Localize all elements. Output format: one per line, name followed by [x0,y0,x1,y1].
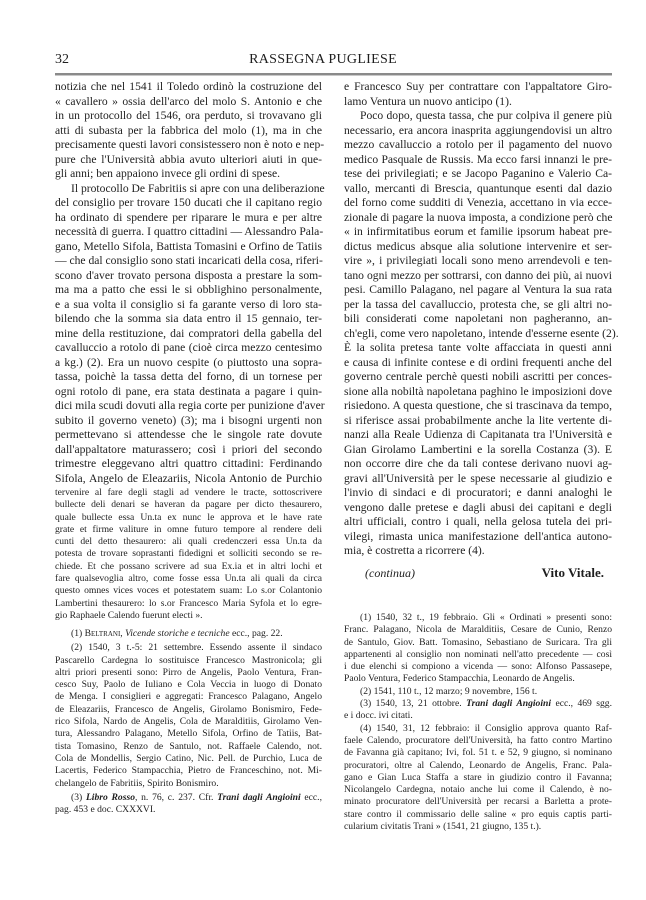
text-line: cesco Suy, Paolo de Iuliano e Cola Veccia in luogo di Donato [55,679,322,691]
emphasized-text: Beltrani [84,628,121,639]
text-line: in un protocollo del 1546, ora perduto, si trovavano gli [55,109,322,122]
text-line: faele Calendo, procuratore dell'Università, ha fatto contro Martino [344,734,612,746]
text-line: procuratori, oltre al Calendo, Leonardo de Angelis, Franc. Pala- [344,759,612,771]
text-line: questo omnes vices voces et potestatem suam: Lo s.or Colantonio [55,585,322,597]
text-line: tese dei privilegiati; e se Jacopo Paganino e Valerio Ca- [344,167,612,180]
text-segment: , [120,628,126,639]
text-line: Paolo Ventura, Federico Stampacchia, Leonardo de Angelis. [344,673,575,685]
text-line: bili considerati come napoletani non pagheranno, an- [344,312,612,325]
text-line: dictus medicus absque alia solutione intervenire et ser- [344,239,612,253]
text-segment: (1) [71,628,85,639]
text-line: gio Raphaele Calendo fuerunt electi ». [55,609,203,621]
text-line: vallo, mercanti di Brescia, quantunque esenti dal dazio [344,181,612,195]
text-line: Sifola, Angelo de Eleazariis, Nicola Antonio de Purchio [55,471,322,485]
text-line: de Menga. I consiglieri e aggregati: Francesco Palagano, Angelo [55,691,322,703]
text-line: de Eleazariis, Francesco de Angelis, Girolamo Bonismiro, Fede- [55,703,322,715]
text-line: a kg.) (2). Era un nuovo cespite (o piuttosto una sopra- [55,355,322,369]
text-line: governo centrale perchè questi nobili ascritti per conces- [344,370,612,383]
text-line: Il protocollo De Fabritiis si apre con una deliberazione [71,181,325,195]
text-line: stare contro il commissario delle saline « pro equis captis parti- [344,808,612,820]
text-line: tura, Alessandro Palagano, Metello Sifola, Orfino de Tatiis, Bat- [55,728,322,740]
text-line: gli anni; ben appaiono invece gli ordini di spese. [55,167,281,180]
text-line: (2) 1540, 3 t.-5: 21 settembre. Essendo assente il sindaco [71,642,322,654]
text-line: Pascarello Cardegna lo sostituisce Francesco Mastronicola; gli [55,654,322,666]
text-line: fare qualsevoglia altro, come fosse essa Un.ta ali quali da circa [55,573,322,585]
text-line: ha ordinato di spendere per riparare le mura e per altre [55,210,322,224]
text-line: i due elenchi si compiono a vicenda — sono: Alfonso Passasepe, [344,661,612,673]
text-line: Lambertini thesaurero: lo s.or Francesco Maria Syfola et lo egre- [55,597,322,609]
text-line: del consiglio per trovare 150 ducati che il capitano regio [55,196,322,209]
emphasized-text: Libro Rosso [85,791,135,803]
text-line: vilegi, rimasta unica manifestazione dell'antica autono- [344,529,612,543]
text-line: e causa di infinite contese e di ordini frequenti anche del [344,355,612,369]
running-head-journal-title: RASSEGNA PUGLIESE [249,52,397,67]
continuation-note: (continua) [365,566,415,580]
text-line: precisamente questi lavori consistessero non è noto e nep- [55,138,325,151]
text-line: pesi. Camillo Palagano, nel pagare al Ventura la sua rata [344,283,612,296]
text-line: non occorre dire che da tali contese derivano nuovi ag- [344,457,612,470]
text-line: altri ufficiali, contro i quali, nella gelosa tutela dei pri- [344,515,612,528]
text-line: chiede. Et che possano scrivere ad sua Ex.ia et in altri lochi et [55,560,322,572]
text-line: (4) 1540, 31, 12 febbraio: il Consiglio approva quanto Raf- [360,722,612,734]
text-line: bullecte deli denari se haveran da pagare per dicto thesaurero, [55,499,322,511]
text-line: Poco dopo, questa tassa, che pur colpiva il genere più [360,109,612,122]
text-line [344,698,612,710]
text-line: nanzi alla Reale Udienza di Capitanata tra l'Università e [344,428,612,441]
text-line: bilendo che la somma sia data entro il 15 gennaio, ter- [55,312,322,325]
right-footnotes [344,612,612,833]
text-line: si riferisce assai probabilmente anche la lite vertente di- [344,413,612,427]
text-line: Gian Girolamo Lambertini e la sorella Costanza (3). E [344,442,612,456]
text-line: zionale di pagare la nuova imposta, a condizione però che [344,210,613,224]
left-body-text [55,80,325,486]
text-line: e i docc. ivi citati. [344,710,413,722]
text-line: pure che l'Università abbia avuto ulteriori aiuti in que- [55,152,322,166]
text-segment: , n. 76, c. 237. Cfr. [135,791,218,803]
text-segment: (3) [71,791,86,803]
text-line: permettevano si attendesse che le singole rate dovute [55,428,322,441]
text-line: tassa, poichè la tassa detta del forno, di un tornese per [55,370,322,383]
text-line: pag. 453 e doc. CXXXVI. [55,804,156,816]
text-line: de Santulo, Giov. Batt. Tomasino, Sebastiano de Suricara. Tra gli [344,636,612,648]
text-line: tervenire al fare degli stagli ad vendere le tracte, sottoscrivere [55,487,322,498]
text-line: lamo Ventura un nuovo anticipo (1). [344,94,512,108]
text-line: e Francesco Suy per contrattare con l'appaltatore Giro- [344,80,612,93]
text-line: per la tassa del cavalluccio, protesta che, se gli altri no- [344,297,612,311]
text-line [55,628,322,640]
text-line: mia, è costretta a ricorrere (4). [344,544,485,557]
text-line: potesta de trovare soprastanti fidedigni et solliciti secondo se re- [55,548,322,560]
text-line: ch'egli, come vero napoletano, intende d'esserne esente (2). [344,326,619,340]
text-line: Nicolangelo Cardegna, notaio anche lui come il Calendo, è no- [344,784,612,796]
header-rule [55,73,612,76]
right-body-text [344,80,619,559]
text-line: ma ma a patto che essi le si obblighino personalmente, [55,283,322,296]
text-line: rico Sifola, Nardo de Angelis, Cola de Maralditiis, Girolamo Ven- [55,716,322,728]
text-line: de Favanna già capitano; Ivi, fol. 51 t. e 52, 9 giugno, si nominano [344,747,612,759]
emphasized-text: Vicende storiche e tecniche [125,628,230,639]
text-line: grate et firme valiture in omne futuro tempore al rendere deli [55,523,322,535]
text-line: Lacertis, Federico Stampacchia, Pietro de Franceschino, not. Mi- [55,765,322,777]
text-line: trimestre eleggevano altri quattro cittadini: Ferdinando [55,457,322,470]
text-line: gano, Metello Sifola, Battista Tomasini e Orfino de Tatiis [55,239,322,253]
text-line: dall'appaltatore maturassero; così i priori del secondo [55,442,322,456]
text-line: cavalluccio a rotolo di pane (cioè circa mezzo centesimo [55,341,322,354]
text-line: dici mila scudi dovuti alla regia corte per punizione d'aver [55,399,325,412]
text-line: l'invio di sindaci e di procuratori; e danni analoghi le [344,486,612,499]
text-line: subito il governo veneto) (3); ma i bisogni urgenti non [55,413,322,427]
left-quoted-document [55,487,322,622]
text-line: appartenenti al consiglio non nominati nell'atto precedente — così [344,648,612,660]
text-segment: (3) 1540, 13, 21 ottobre. [360,698,467,710]
emphasized-text: Trani dagli Angioini [217,791,301,803]
text-line: « cavallero » ossia dell'arco del molo S. Antonio e che [55,94,322,108]
text-line: sione alla nobiltà napoletana paghino le imposizioni dove [344,384,612,398]
text-line: cunti del detto thesaurero: ali quali credenczeri essa Un.ta da [55,536,322,548]
text-line: ogni rotolo di pane, era stata destinata a pagare i quin- [55,384,322,398]
text-segment: ecc., [300,791,322,803]
text-line: necessità di guerra. I quattro cittadini — Alessandro Pala- [55,225,324,238]
text-line: vire », i privilegiati locali sono meno arrendevoli e ten- [344,254,612,267]
text-segment: ecc., pag. 22. [229,628,283,639]
text-line [55,792,322,804]
text-line: mezzo cavalluccio a rotolo per il pagamento del nuovo [344,138,612,151]
text-line: tista Tomasino, Renzo de Santulo, not. Raffaele Calendo, not. [55,740,322,752]
text-line: del forno come sudditi di Venezia, accettano in via ecce- [344,196,612,209]
text-line: scono d'aver trovato persona disposta a prestare la som- [55,268,322,282]
left-footnotes [55,628,322,816]
text-line: — che dal consiglio sono stati incaricati della cosa, riferi- [55,254,323,267]
page-number: 32 [55,52,69,67]
text-line: Franc. Palagano, Nicola de Maralditiis, Cesare de Cunio, Renzo [344,624,612,636]
text-line: cularium civitatis Trani » (1541, 21 giugno, 135 t.). [344,821,542,833]
text-line: gano e Gian Luca Staffa a stare in giudizio contro il Favanna; [344,771,612,783]
text-line: medico Pasquale de Russis. Ma ecco farsi innanzi le pre- [344,152,612,166]
text-line: chelangelo de Fabritiis, Spirito Bonismiro. [55,777,219,789]
text-line: minato procuratore dell'Università per recarsi a Barletta a prote- [344,796,612,808]
text-line: risiedono. A questa questione, che si trascinava da tempo, [344,399,612,412]
text-line: e a sua volta il consiglio si fa garante verso di loro sta- [55,297,322,311]
text-line: altri priori presenti sono: Pirro de Angelis, Paolo Ventura, Fran- [55,666,322,678]
text-line: (2) 1541, 110 t., 12 marzo; 9 novembre, 156 t. [360,685,538,697]
text-line: mine della restituzione, dai compratori della gabella del [55,326,322,340]
author-signature: Vito Vitale. [541,565,604,580]
text-line: È la solita pretesa tante volte affacciata in questi anni [344,341,612,354]
text-line: (1) 1540, 32 t., 19 febbraio. Gli « Ordinati » presenti sono: [360,612,612,623]
text-line: notizia che nel 1541 il Toledo ordinò la costruzione del [55,80,322,93]
text-segment: ecc., 469 sgg. [551,698,612,710]
text-line: atti di subasta per la fabbrica del molo (1), ma in che [55,123,322,137]
emphasized-text: Trani dagli Angioini [466,698,552,710]
text-line: Cola de Mondellis, Sergio Catino, Nic. Pell. de Purchio, Luca de [55,752,322,764]
text-line: quale bullecte essa Un.ta ex nunc le approva et le have rate [55,511,322,523]
text-line: vengono dalle pretese e dagli abusi dei capitani e degli [344,500,612,514]
text-line: « in infirmitatibus eorum et familie ipsorum habeat pre- [344,225,612,238]
text-line: necessario, era ancora inasprita aggiungendovisi un altro [344,123,612,137]
text-line: gravi all'Università per le spese necessarie al giudizio e [344,471,612,485]
text-line: tano ogni mezzo per sottrarsi, con danno dei più, ai nuovi [344,268,612,282]
